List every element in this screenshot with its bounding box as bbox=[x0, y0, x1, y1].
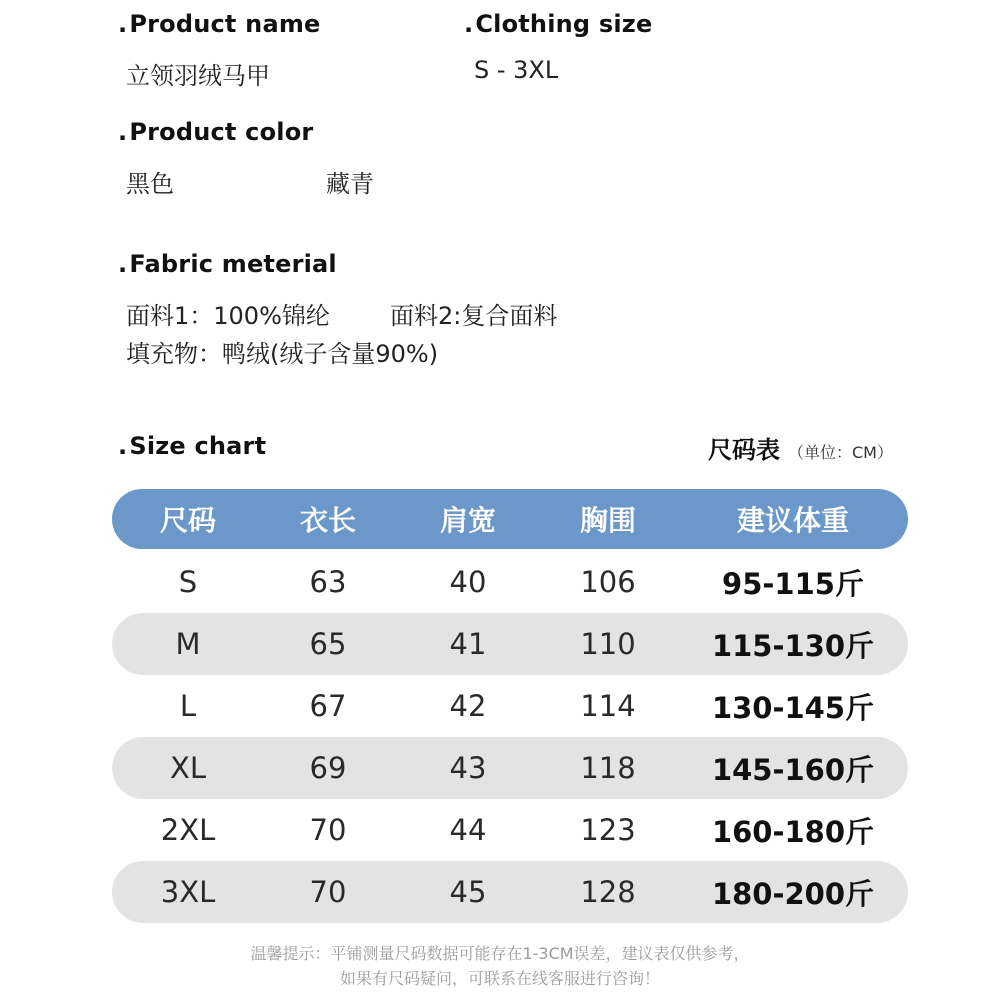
weight-cell: 130-145斤 bbox=[711, 690, 875, 725]
shoulder-cell: 44 bbox=[449, 813, 487, 847]
column-header-weight: 建议体重 bbox=[736, 504, 849, 537]
size-cell: XL bbox=[169, 751, 207, 785]
column-header-size: 尺码 bbox=[159, 504, 216, 537]
size-cell: M bbox=[175, 627, 201, 661]
product-name-heading: . Product name bbox=[118, 10, 321, 38]
fabric-line-1b: 面料2:复合面料 bbox=[390, 302, 558, 330]
clothing-size-value: S - 3XL bbox=[474, 56, 559, 84]
table-row bbox=[112, 675, 908, 737]
table-row bbox=[112, 861, 908, 923]
chest-cell: 114 bbox=[580, 689, 636, 723]
weight-cell: 145-160斤 bbox=[711, 752, 875, 787]
weight-cell: 180-200斤 bbox=[711, 876, 875, 911]
product-name-value: 立领羽绒马甲 bbox=[126, 62, 270, 90]
chest-cell: 128 bbox=[580, 875, 636, 909]
size-cell: 3XL bbox=[160, 875, 216, 909]
weight-cell: 160-180斤 bbox=[711, 814, 875, 849]
column-header-chest: 胸围 bbox=[579, 504, 636, 537]
column-header-length: 衣长 bbox=[299, 504, 356, 537]
fabric-heading: . Fabric meterial bbox=[118, 250, 337, 278]
color-option-black: 黑色 bbox=[126, 170, 174, 198]
fabric-line-1a: 面料1：100%锦纶 bbox=[126, 302, 330, 330]
length-cell: 70 bbox=[309, 813, 347, 847]
size-table-title bbox=[708, 430, 893, 465]
table-row bbox=[112, 799, 908, 861]
length-cell: 70 bbox=[309, 875, 347, 909]
shoulder-cell: 45 bbox=[449, 875, 487, 909]
color-option-navy: 藏青 bbox=[326, 170, 374, 198]
table-row bbox=[112, 551, 908, 613]
shoulder-cell: 42 bbox=[449, 689, 487, 723]
shoulder-cell: 40 bbox=[449, 565, 487, 599]
chest-cell: 110 bbox=[580, 627, 636, 661]
size-table-unit: （单位：CM） bbox=[788, 443, 893, 462]
column-header-shoulder: 肩宽 bbox=[439, 504, 496, 537]
size-cell: 2XL bbox=[160, 813, 216, 847]
size-table-header bbox=[112, 489, 908, 549]
table-row bbox=[112, 737, 908, 799]
size-cell: L bbox=[179, 689, 197, 723]
chest-cell: 118 bbox=[580, 751, 636, 785]
table-row bbox=[112, 613, 908, 675]
weight-cell: 95-115斤 bbox=[722, 566, 864, 601]
measurement-note-line-1: 温馨提示：平铺测量尺码数据可能存在1-3CM误差，建议表仅供参考， bbox=[250, 944, 750, 963]
clothing-size-heading: . Clothing size bbox=[464, 10, 652, 38]
chest-cell: 106 bbox=[580, 565, 636, 599]
chest-cell: 123 bbox=[580, 813, 636, 847]
weight-cell: 115-130斤 bbox=[711, 628, 875, 663]
shoulder-cell: 41 bbox=[449, 627, 487, 661]
length-cell: 69 bbox=[309, 751, 347, 785]
size-table-title-text: 尺码表 bbox=[708, 436, 780, 464]
length-cell: 65 bbox=[309, 627, 347, 661]
shoulder-cell: 43 bbox=[449, 751, 487, 785]
size-cell: S bbox=[178, 565, 198, 599]
length-cell: 67 bbox=[309, 689, 347, 723]
product-color-heading: . Product color bbox=[118, 118, 313, 146]
size-chart-heading: . Size chart bbox=[118, 432, 266, 460]
fabric-line-2: 填充物：鸭绒(绒子含量90%) bbox=[126, 340, 439, 368]
length-cell: 63 bbox=[309, 565, 347, 599]
measurement-note-line-2: 如果有尺码疑问，可联系在线客服进行咨询！ bbox=[339, 969, 660, 988]
